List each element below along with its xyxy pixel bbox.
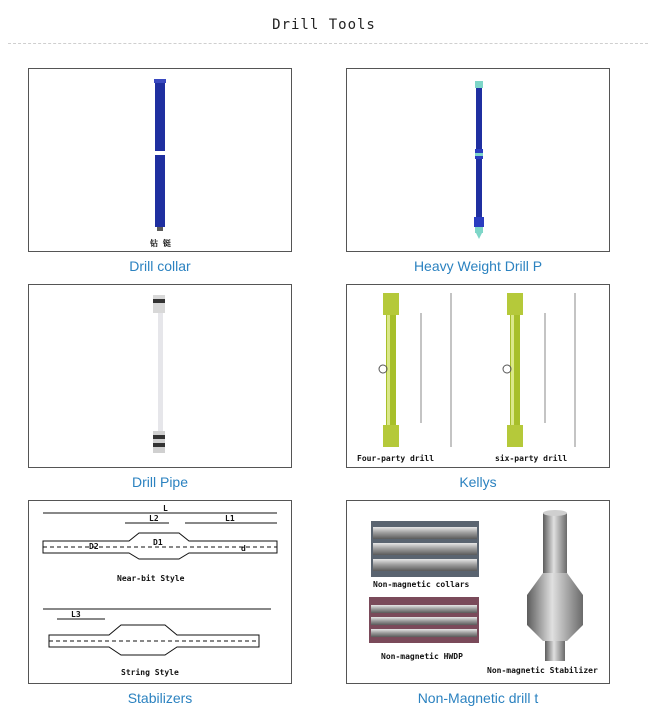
product-image-drill-collar[interactable] bbox=[28, 68, 292, 252]
stab-label-l: L bbox=[163, 504, 168, 513]
kelly-six-label: six-party drill bbox=[495, 454, 568, 463]
stab-near-bit-label: Near-bit Style bbox=[117, 574, 185, 583]
product-caption-kellys[interactable]: Kellys bbox=[459, 474, 497, 490]
product-image-non-magnetic[interactable] bbox=[346, 500, 610, 684]
stab-label-l3: L3 bbox=[71, 610, 81, 619]
stab-label-d2: D2 bbox=[89, 542, 99, 551]
product-image-hwdp[interactable] bbox=[346, 68, 610, 252]
product-caption-stabilizers[interactable]: Stabilizers bbox=[127, 690, 193, 706]
stab-label-l2: L2 bbox=[149, 514, 159, 523]
product-caption-drill-collar[interactable]: Drill collar bbox=[129, 258, 191, 274]
stab-label-d1: D1 bbox=[153, 538, 163, 547]
nm-hwdp-label: Non-magnetic HWDP bbox=[381, 652, 463, 661]
stab-label-d: d bbox=[241, 544, 246, 553]
product-caption-non-magnetic[interactable]: Non-Magnetic drill t bbox=[417, 690, 539, 706]
product-image-drill-pipe[interactable] bbox=[28, 284, 292, 468]
stab-string-label: String Style bbox=[121, 668, 179, 677]
page-title: Drill Tools bbox=[272, 17, 376, 33]
product-image-kellys[interactable] bbox=[346, 284, 610, 468]
title-divider bbox=[8, 43, 648, 44]
kelly-four-label: Four-party drill bbox=[357, 454, 435, 463]
nm-collars-label: Non-magnetic collars bbox=[373, 580, 470, 589]
product-caption-drill-pipe[interactable]: Drill Pipe bbox=[131, 474, 188, 490]
stab-label-l1: L1 bbox=[225, 514, 235, 523]
drill-collar-label: 钻 铤 bbox=[150, 239, 171, 248]
product-image-stabilizers[interactable] bbox=[28, 500, 292, 684]
nm-stabilizer-label: Non-magnetic Stabilizer bbox=[487, 666, 598, 675]
product-caption-hwdp[interactable]: Heavy Weight Drill P bbox=[413, 258, 543, 274]
